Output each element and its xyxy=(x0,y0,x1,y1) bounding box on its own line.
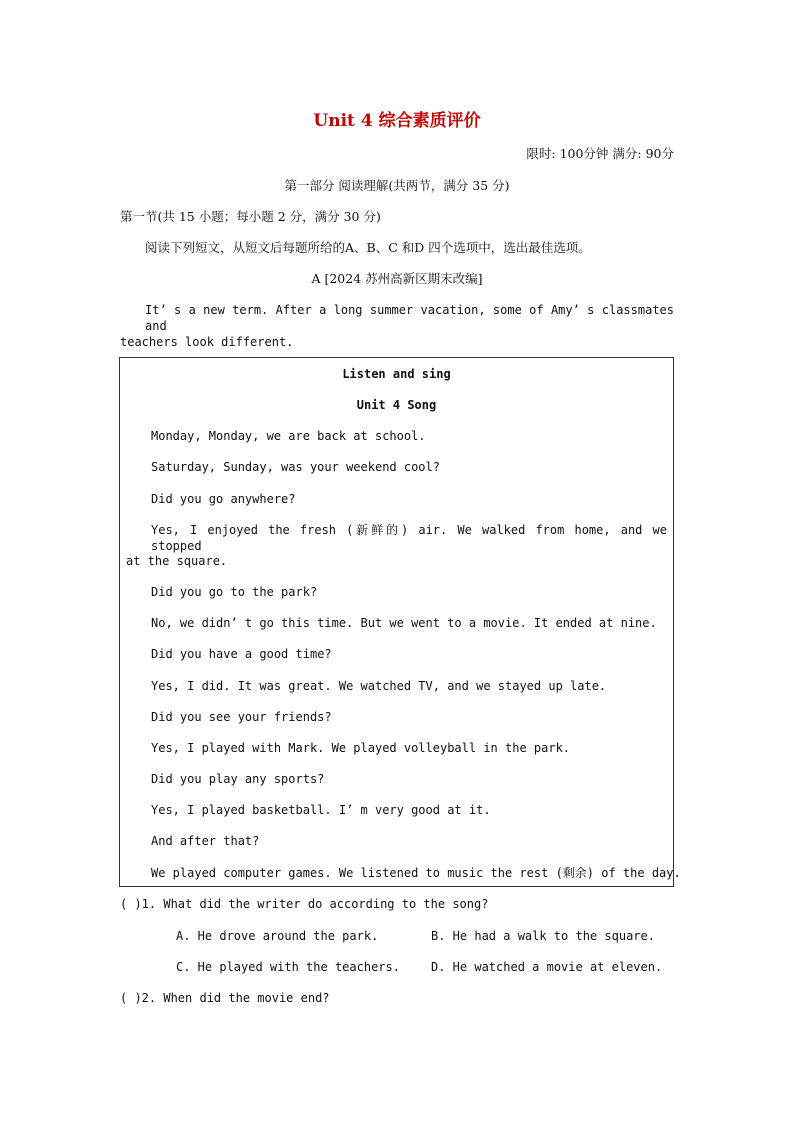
song-heading: Listen and sing xyxy=(342,367,451,381)
question-1: ( )1. What did the writer do according to the song? xyxy=(120,897,489,911)
question-2: ( )2. When did the movie end? xyxy=(120,991,330,1005)
song-line: Yes, I played with Mark. We played volleyball in the park. xyxy=(151,741,571,755)
song-subheading: Unit 4 Song xyxy=(356,398,437,412)
song-line: No, we didn’ t go this time. But we went to a movie. It ended at nine. xyxy=(151,616,657,630)
part-heading: 第一部分 阅读理解(共两节，满分 35 分) xyxy=(284,178,510,193)
intro-line-2: teachers look different. xyxy=(120,335,294,349)
question-1-option-b: B. He had a walk to the square. xyxy=(431,929,655,943)
song-line: Did you play any sports? xyxy=(151,772,325,786)
page-title: Unit 4 综合素质评价 xyxy=(313,111,481,131)
song-line: Yes, I played basketball. I’ m very good at it. xyxy=(151,803,491,817)
song-line: Did you have a good time? xyxy=(151,647,332,661)
intro-line-1: It’ s a new term. After a long summer vacation, some of Amy’ s classmates and xyxy=(145,303,674,333)
song-line: Yes, I enjoyed the fresh (新鲜的) air. We walked from home, and we stopped xyxy=(151,523,667,553)
song-line: Did you see your friends? xyxy=(151,710,332,724)
song-line: Yes, I did. It was great. We watched TV, and we stayed up late. xyxy=(151,679,607,693)
song-line: Did you go anywhere? xyxy=(151,492,296,506)
song-line: Did you go to the park? xyxy=(151,585,318,599)
time-limit: 限时: 100分钟 满分: 90分 xyxy=(526,146,674,161)
passage-label: A [2024 苏州高新区期末改编] xyxy=(311,271,483,286)
song-line: And after that? xyxy=(151,834,260,848)
question-1-option-a: A. He drove around the park. xyxy=(176,929,379,943)
song-line: Monday, Monday, we are back at school. xyxy=(151,429,426,443)
instruction-text: 阅读下列短文，从短文后每题所给的A、B、C 和D 四个选项中，选出最佳选项。 xyxy=(145,240,591,255)
song-box xyxy=(119,357,681,887)
question-1-option-c: C. He played with the teachers. xyxy=(176,960,400,974)
song-line: We played computer games. We listened to music the rest (剩余) of the day. xyxy=(151,866,681,880)
section-heading: 第一节(共 15 小题；每小题 2 分，满分 30 分) xyxy=(120,209,381,224)
song-line: at the square. xyxy=(126,554,228,568)
song-line: Saturday, Sunday, was your weekend cool? xyxy=(151,460,440,474)
question-1-option-d: D. He watched a movie at eleven. xyxy=(431,960,663,974)
